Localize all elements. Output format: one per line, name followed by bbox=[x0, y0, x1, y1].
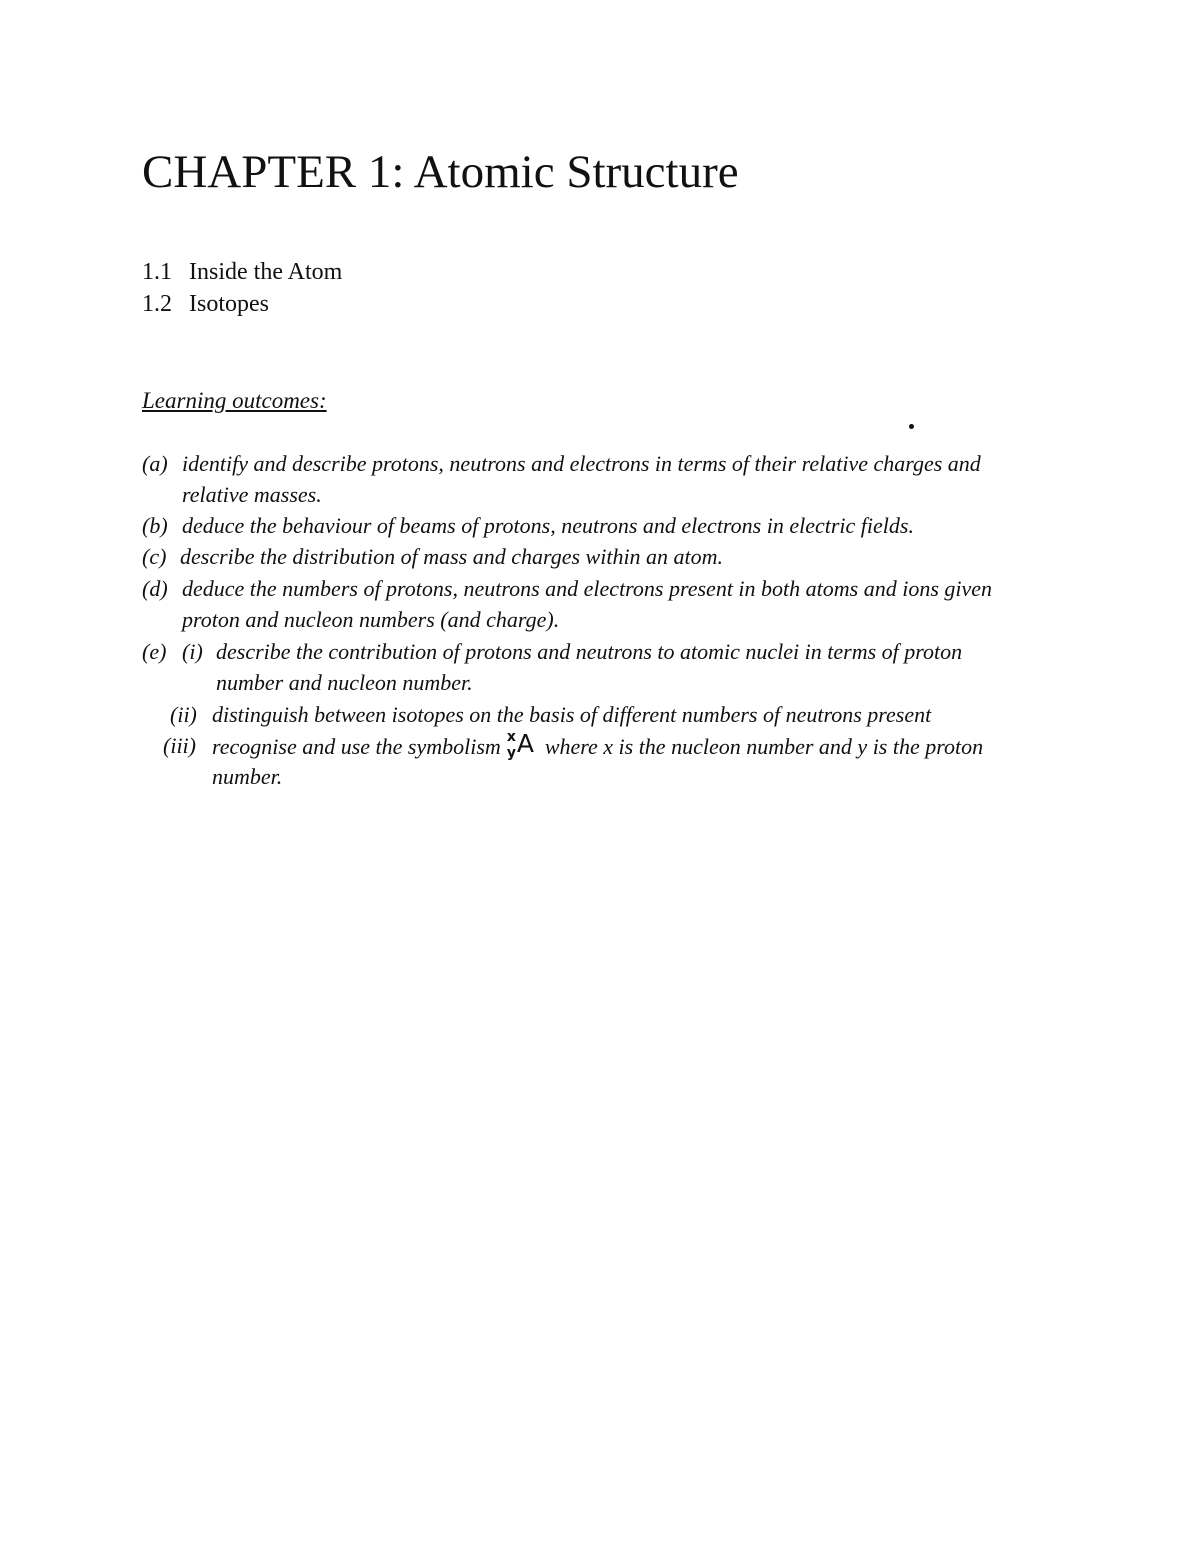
outcome-text: describe the contribution of protons and neutrons to atomic nuclei in terms of proton bbox=[216, 639, 963, 664]
toc-item bbox=[142, 288, 342, 320]
outcome-e-ii bbox=[0, 699, 1200, 731]
outcome-marker: (a) bbox=[142, 451, 168, 476]
nuclide-symbol-proton-number: y bbox=[506, 745, 516, 761]
outcome-text-continued: number. bbox=[212, 764, 283, 789]
toc-item-number: 1.1 bbox=[142, 259, 172, 285]
outcome-text-after-symbol: where x is the nucleon number and y is the proton bbox=[544, 734, 984, 759]
outcome-d bbox=[0, 573, 1200, 637]
outcome-text: distinguish between isotopes on the basis of different numbers of neutrons present bbox=[212, 702, 932, 727]
table-of-contents bbox=[142, 256, 342, 320]
outcome-text-continued: number and nucleon number. bbox=[216, 670, 473, 695]
outcome-marker: (c) bbox=[142, 544, 167, 569]
outcome-text-continued: relative masses. bbox=[182, 482, 322, 507]
outcome-e-iii bbox=[0, 730, 1200, 794]
outcome-text: identify and describe protons, neutrons and electrons in terms of their relative charges and bbox=[182, 451, 981, 476]
outcome-c bbox=[0, 541, 1200, 573]
chapter-title: CHAPTER 1: Atomic Structure bbox=[142, 146, 739, 198]
outcome-text: describe the distribution of mass and charges within an atom. bbox=[180, 544, 724, 569]
outcome-text: deduce the behaviour of beams of protons, neutrons and electrons in electric fields. bbox=[182, 513, 914, 538]
outcome-a bbox=[0, 448, 1200, 512]
sub-outcome-marker: (ii) bbox=[170, 702, 197, 727]
outcome-marker: (e) bbox=[142, 639, 167, 664]
nuclide-symbol-element: A bbox=[516, 729, 534, 758]
toc-item-title: Inside the Atom bbox=[189, 259, 343, 285]
outcome-marker: (b) bbox=[142, 513, 168, 538]
outcome-e-i bbox=[0, 636, 1200, 700]
outcome-text: deduce the numbers of protons, neutrons and electrons present in both atoms and ions given bbox=[182, 576, 993, 601]
outcome-text-continued: proton and nucleon numbers (and charge). bbox=[182, 607, 560, 632]
outcome-b bbox=[0, 510, 1200, 542]
outcome-text bbox=[212, 730, 983, 762]
sub-outcome-marker: (iii) bbox=[163, 733, 196, 758]
sub-outcome-marker: (i) bbox=[182, 639, 203, 664]
outcome-marker: (d) bbox=[142, 576, 168, 601]
nuclide-symbol bbox=[506, 729, 537, 761]
nuclide-symbol-nucleon-number: x bbox=[506, 729, 516, 745]
toc-item-title: Isotopes bbox=[189, 291, 269, 317]
toc-item-number: 1.2 bbox=[142, 291, 172, 317]
toc-item bbox=[142, 256, 342, 288]
learning-outcomes-heading: Learning outcomes: bbox=[142, 388, 327, 413]
outcome-text-before-symbol: recognise and use the symbolism bbox=[212, 734, 501, 759]
stray-dot-mark bbox=[909, 424, 914, 429]
